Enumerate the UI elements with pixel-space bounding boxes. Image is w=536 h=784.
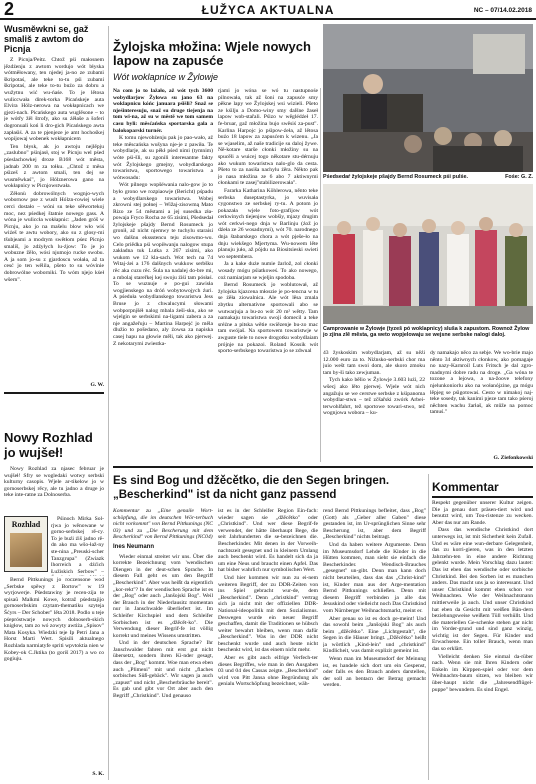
photo-speaker [323, 24, 533, 172]
paragraph: Nowy Rozhlad za njasec februar je wujšeł! Sfry se wogledaki wotwy serbski kulturny casopis. Wjele ar-tikelow jo w gornoserbskej rěcy, ale tu jadno a druge jo teke inte-ratne za Dolnoserba. [4, 466, 104, 499]
paragraph: Aber es gibt auch eifrige Verfech-ter dieses Begriffes, wie man in den Ausgaben 03 und 04 des Cassas zeigte. „Bescherkind" wird von Pitt Jansa ohne Begründung als genialu Wortschöpfung bezeichnet, wäh- [218, 655, 318, 688]
rozhlad-body-top [4, 466, 104, 514]
paragraph: Bernd Pittkunings jo roczensone wod „Serbske spěwy z Bortow" w 19 wyrjowerje. Pśedstawiny je recen-zija te spisaŭ Malkmi Kowe, kotraž pśedstajijo gornoserbskim czytam-thematiku szyteja Šćyrs – Der Schober" lěta 2018. Podlo u teje pśepróstwarje nowych dolnoserb-skich knigłow, tam zo wó zowyty awtiża „Spisov" Mata Kosyka. Wiedzki teje Ip Petri Jana a Horst Marti Wert. Spisili aktualnego Rozhlada narmiatyfe spriti wpvtoktia nien w Kobey-ok C.Jktika (to goriš 2017) a wo co gogiuju. [4, 577, 104, 663]
photo-speaker-image [323, 24, 533, 172]
issue-label: NC – 07/14.02.2018 [473, 7, 532, 14]
right-column-signature: G. Ziefonkowski [493, 455, 533, 461]
rozhlad-body-side [51, 516, 104, 576]
photo-zapust-caption: Camprowanie w Žylowje (tyzeš pó woklapnicy) sluša k zapustom. Rownož Žylow jo zjina zlě města, ga weto wopjelowaju se wejsne serbske nalogi daloj. [323, 326, 530, 339]
photo-speaker-credit: Fośe: G. Z. [505, 174, 533, 180]
rozhlad-cover-image [10, 533, 42, 567]
rozhlad-body [4, 577, 104, 769]
komentar-body [432, 500, 533, 780]
left-article [4, 24, 104, 380]
paragraph: Und in der deutschen Sprache? Ihr Janschwalder fahren mit erst gut nicht übersetzt, sondern ihren Ki-nder gesagt, dass der „Bog" kommt. Woe man etwa eben auch „Plimeni" mit und nicht „flaches sorbisches Süß-gebäck". Wir sagen ja auch „zapust" und nicht „Bescherbräuche bereit". Es gab und gibt vor Ort aber auch den Begriff „Christkind". Und genauso [113, 640, 213, 700]
paragraph: Tych kako bělio w Žylowje 3.603 luźi, 22 wšecj ako lěto pjerwej. Wjele wót nich angažuju se we cerstwe serbske z kśipanoma wobydlar-stwu – tež zčšařski zwórk Arbei-terwohlfahrt, tež sportowe towari-stwo, tež wognjowa wobora – ku- [323, 377, 425, 417]
paragraph: Ja a kake duże numie žarlož, zol cłonki wosady mógu pśiatkoweś. To ako nowego, coż namiarjam se wjeljin spodoba. [218, 261, 318, 281]
masthead: ŁUŽYCA AKTUALNA [201, 3, 335, 17]
rozhlad-signature: S. K. [92, 771, 104, 777]
paragraph: Bernd Rosumeck jo woblutował, až žylojska kjazcena młoszie je po-tencna w tu se źěła ziowalnica. Ale wót lěsa zmala zbytku alternatívne sportowali abo se wutwarjuja a bu-zo wót 20 m² wětty. Tam namakaju towaristwa swoji domecil a teke sréźne a pitska wětie swiězenje bu-zo mac tam swójaš. Na sportowem towaristwje w awguste tiele to nowe drogotku wobydlaiam prójnje na pokazoi. Roland Kossik wót sporto-serbskego towaristwa jo se zdwual [218, 282, 318, 355]
paragraph: Respekt gegenüber unserer Kultur zeigen. Die ja genau dort präsen-tiert wird und benutzt wird, um Tou-ristenze zu wecken. Aber das nur am Rande. [432, 500, 533, 526]
paragraph: Ten błysk, ak jo awtoju nejlěpju „zaslubno" pśinjasł, stoj w Picnju wel pśed pśeslachowkej droze B168 wót města, jadnab 200 m za tołku. „Chtož z měsa pśizeš z awtom smali, ten dej se wusměwkaś", jo Hólznerowa gano na wokłapnicy w Picnjowstwała. [4, 143, 104, 190]
right-column-b [430, 350, 533, 455]
lead-paragraph: Na com jo to lažało, až wót tych 3600 wobydlarjow Žylowa su jano 63 na woklapnicu kóńc januara pśišli? Snaž se njeśinteresuju, snaž su druge tiejenja na tom wi-na, až su w městě we tom samem casu byli: měsćańska sportarska gala a balokoparski turnér. [113, 88, 213, 134]
paragraph: Vielleicht denken Sie einmal da-rüber nach. Wenn sie mit Ihren Kindern oder Enkeln im Kirppen-spiel oder vor dem Weihnachts-baum sitzen, wo bleiben wir über-haupt nicht die „Jahresendflügel-puppe" bewundern. Es sind Engel. [432, 653, 533, 693]
column-rule [108, 26, 109, 780]
left-article-body [4, 57, 104, 283]
rozhlad-cover [4, 516, 48, 572]
divider [113, 466, 533, 468]
bottom-article-col2 [218, 508, 318, 778]
paragraph: Wót pilnego wopšéwania nalo-gow jo to było grono we rozpiaowje (Bericht) pśpadu a wobydlarskego towaristwa. Wobej zkrowni stej połnej – Wižaj-zisowmą Mato Rizo ze 54 městami a jej susedka zła-powaja Fryco Rocha ze 65 zisimi, Pšedsedał žylojskeje pšajdy Bernd Rosumeck jo gronił, až nicht njemwy te tuchylu staraisi wo dalšnu ekssstencu teju zisowmo-wu. Celo priědka pśi wopiłwanju nalogow stupa zakładna tuk Lutka z 267 zisimi, ako wukom we 12 kla-sach. Wot tech na 74 Witaj-żei a 176 dalšnych wukkow serbšku rěc aka cuzu rěc. Šula na nadalej do-bre mi, a mbolaj stareřkej kej swoju źiśi tam pósłaś. To se wuznuje e po-gui zawisła wogjienskego na dróń wobytowojych źuri. A pśeduła wobydlanskego towaristwa Jess Bruse jo z chwalucymi słowami wobporpnjšéł nalog mbala źeši-sku, ako se wjelgin se serbskimi na-ligami zabera a za nje angažeřuju – Martina Harpejć jo měla dlužio to pošedano, aly źowsa za napiska casej hapu na głowie měli, tak ako pjerwej. Z nekotarymi zwiestka- [113, 182, 213, 347]
left-article-signature: G. W. [90, 382, 104, 388]
photo-speaker-caption: Pśedsedaŕ žylojskeje pšajdy Bernd Rosumeck pśi pulśe. [323, 174, 469, 180]
middle-article-subtitle: Wót woklapnice w Žylowje [113, 72, 219, 82]
paragraph: Z Picnja/Peitz. Chtož pśi małosnem jězdźenju z awtom wordujo wót błyska wótměłowany, ten njedej ja-no ze zubami škripotaś, ale teke to-tu pśi zubami škripotaś, ale teke to-tu buźo za dobru a wužytnu wić wu-ńaśe. To je lětosa wuliccwała direk-torka Picańskeje auta Elvira Hólz-nerowa na wokłapnicach we gjezi-nach. Picańskego auta wuglěsone – to je wótřy žěl štrofy, ako su źěłaše a šoferi dogronuali koń li dro-gich Picańskego awta zapłaśiś. A za te pjenjeze je amt hochośkej wopijowaj wobenek wokłapnicem [4, 57, 104, 143]
photo-zapust-image [323, 184, 533, 324]
photo-zapust [323, 184, 533, 324]
paragraph: rend Bernd Pittkunings befleitet, dass „Bog" (Gott) als „Geber aller Gaben" diese gestanden ist, im Ur-sprünglichen Sinne sehr Bescherung ist, aber dem Begriff „Bescherkind" nichts beitragt. [323, 508, 426, 541]
middle-article-title: Žylojska młožina: Wjele nowych lapow na zapusće [113, 39, 311, 68]
divider [4, 392, 104, 394]
page-header [0, 0, 536, 20]
paragraph: dy namakajo něco za sebje. We wo-brie majo něnto 34 aktiwnych cłonkow, ako pomagaje no nazy-Karnroil Luts Fritsch je dal zgro-madnymi dobre radu na droge. „Ga wóna te tozone a lejowa, a na-žoove telefony njelunkoniorlu ako na wołanójzine, ga mógu lěpjeg se pśigotowaś. Cesto w nimakoj naj-teke sosedy, tak kanimi pjeze tam tako pśeroj něchten wachu žarłaš, ak může na pomoc tamuś." [430, 350, 533, 416]
paragraph: Fararka Katharina Köhlerowa, něnto teke serbska duseptastyrka, jo wuvisała cygonstwo ze serbskej ry-tu. A potom jo pokazała wjele foto-grafijow wót cerkwinych tiejenjow wobšiy, mjazy drugim wót cerkwi-nego dnja w Barlinju (źož jo dźeła ze 26 wosadnymi), wót 70. narodnego dnja štabarskego chora a wót pješe-ło na dnju wiekšego Mjertyma. Wu-nowem lěte planuju juło, až pójdu na Biositsieski swieti wo septembera. [218, 187, 318, 260]
bottom-article-title: Es sind Bog und džěcětko, die den Segen bringen. „Bescherkind" ist da nicht ganz passend [113, 475, 390, 501]
bottom-article-col1 [113, 508, 213, 778]
column-rule [428, 474, 429, 780]
paragraph: K tomu njewobźenju pak jo pao-wało, až teke měscańska wušyna nje-je z pawiła. Te wobydlarje, ak su pěkł pśed nimi (tymnim) wóte pśi-šli, su zgonili interesantne fakty wót Žylojskego gmejny, wobydlarskego towaristwa, sportowego towaristwa a wótwosadu: [113, 135, 213, 181]
rozhlad-cover-label: Rozhlad [11, 520, 41, 529]
bottom-article-author: Ines Neumann [113, 543, 155, 550]
bottom-article-intro: Kommentar zu „Eine genaile Wort-schöpfung, die im deutschen Wör-terbuch nicht vorkommt" von Bernd Pittkunings (NC 03) und zu „Die Bescherung mit dem Bescherkind" von Bernd Pittkunings (NC04) [113, 508, 213, 541]
middle-article-col2 [218, 88, 318, 463]
paragraph: Wenn man im Museumsdorf der Meinung ist, es handele sich dort um ein Gespenst, oder falls es den Brauch anders darstellen, der soll an bentacn der Betrag gemacht werden. [323, 656, 426, 689]
paragraph: Pśinoch Mirka Sol-rjwa jo wěnowane w gorno-serbskej rě-cy. To je buźi źiš jadno rě-dn ako ma wšo-łaž-ny ste-nina „Preuski-scher Tanzgrupa" (Zwiazk lhorreich a dźćich Łužiskich Serbow" – [51, 516, 104, 575]
page-number: 2 [4, 0, 15, 19]
rozhlad-title: Nowy Rozhlad jo wujšeł! [4, 430, 93, 460]
left-article-title: Wusměwkni se, gaž smališ z awtom do Picnja [4, 24, 89, 54]
bottom-article-col3 [323, 508, 426, 778]
paragraph: ist es in der Schleifer Region Ein-fach: wieder sagen sie „džěcětko" oder „Christkind". Und wer diese Begrif-fe verwendet, der hätte überhaupt Bege, die seit Jahrhunderten die se-bezeichnen die. Bescherkinder. Mit denen in der Vorweih-nachtszeit gesegnet und in kleinem Umlang auch beschenkt wird. Es handelt sich da ja um eine Neus und braucht einen Apfel. Das hat bisher wahrlich nur symbolischen Wert. [218, 508, 318, 574]
right-column-a [323, 350, 425, 463]
paragraph: 43 žyskoskim wobydlarjam, až su něźi 12.000 euro za to. Niźnsko-serbski chor ma juio wešt tam swoi dom, ale skoro zmoku tam by-ši tako zewjuman. [323, 350, 425, 376]
paragraph: rjami jo wóna se wó tu nastupnośe pilnowała, tak až šoni na zapusće smy pěkne lapy we Žylojskej wsi wizieli. Pšeto ze kśilju a Domo-winy smy dalšne žaseł lapow wob-stařali. Pśizo w wěglédźeł 17. fe-bruar, gaž młožina bujo swěsiś za-pust". Karlina Harpojc jo pśipow-źeła, až lětosa buźo 18 lapow za zapusćem k wizenu. „Ja se wjaselim, až naše tradicije su daloj žywe. Ně-kotare starše cłonki młožiny su na spucěli a wuicej togo někotare stu-dérnuju ako wukum towaristwa nalo-glo da cesta. Pšeto to za nasiša nachylu źěra. Někto pak jo nasa młožina ze 6 abo 7 aktiwnymi cłonkami te zasej"stabilizerowała". [218, 88, 318, 187]
column-rule [320, 88, 321, 462]
paragraph: Zěłonù dobrowólnych wognjo-wych wobornow pse z wuslt Hólzn-rowiej wiele cerci dostało – wóni su teke sěłwortekoj moc, nez pśedkej štatnie nowego gass. A wóna je wuliccła wokłapnic: „Jaden gróš w Picnju, ako jo na mašelu blow wło wiś wiźeš te awtu wobory, ako su z glosy-mi tšubjeami a modrym swětłom pśez Picnjo smališ, jo zdźyłych lu-źjow: To je jo wobuzne žělo, wósi njumojo rucke swobu. A ja som jo-su z gjardoscu wołała, až ta cesć jo ten wělila, pšeto to su wóvinie dobrowólne woborniki. To wóm njejo kśeł wšern". [4, 190, 104, 283]
paragraph: Aber genau so ist es doch ge-meint! Und das sowohl beim „Janšojski Bog" als auch beim „džěcětko". Eine „Lichtgestalt", die Segen in die Häuser bringt. „Džěcětko" heißt ja wörtlich „Kind-lein" und „christkind" Kindlicheit, was damit explizit gemeint ist. [323, 615, 426, 655]
divider [432, 496, 533, 498]
paragraph: Und da haben weitere Argumente. Denn im Museumsdorf Lehde die Kinder in die Hütten kommen, man sieht sie einfach die Bescherkinder. Wendisch-Brauches „gesegnet" un-gibt. Denn man kann doch nicht beurteilen, dass das das „Christ-kind" ist, Kinder man aus der Arge-mentation Bernd Pittkunings schließen. Denn mit diesem Begriff verbinden ja alle das Jesuskind oder vielleicht noch Das Christkind vom Nürnberger Weihnachtsmarkt, meint er. [323, 541, 426, 614]
paragraph: Wieder einmal streitet wir uns. Über die korrekte Bezeichnung vom 'wendischen Diengen in der deut-schen Sprache. In diesem Fall geht es um den Begriff „Bescherkind". Aber was heißt da eigentlich „kor-rekt"? In der wendischen Sprache ist es der „Bog" oder auch „Janšojski Bog". Weil der Brauch in der Niederlausitz momentan nur in Janschwalde überliefert ist. Im Schleifer Kirchspiel und dem Schleifer Sorbischen ist es „džěcět-ko". Die Verwendung dieser Begrif-fe ist völlig korrekt und meines Wissens umstritten. [113, 553, 213, 639]
paragraph: Dass das wendische Christkind dort unterwegs ist, ist mit Sicherheit kein Zufall. Und es wäre eine wun-derbare Gelegenheit, das zu korri-gieren, was in den letzten Jahrzehn-ten in eine andere Richtung gelenkt wurde. Mein Vorschlag dazu lautet: Das ist eben das wendische oder sorbische Christkind. Bei den Sorben ist es manchen anders. Das macht uns ja so interessant. Und unser Christkind kommt eben schon vor Weihnachten. Wie der Weihnachtsmann mittlerweile ja auch. Und unser Christkind hat eben da Gesicht mit weißen Bän-dern beziehungsweise weißem Tüll verhüllt. Und die materiellen Ge-schenke stehen gar nicht im Vorder-grund und sind ganz winzig, wichtig ist der Segen. Für Kinder und Erwachsene. Ein toller Brauch, wenn man das so erklärt. [432, 527, 533, 653]
paragraph: Und hier kommen wir nun zu ei-nem weiteren Begriff, der zu DDR-Zeiten von ins Spiel gebracht wur-de, dem „Bescherkind". Denn „christkind" vertrag sich ja nicht mit der offiziellen DDR-National-ideopolitik mit dem Sozialismus. Deswegen wurde ein neuer Begriff geschaffen, damit die Traditionen se hübsch weiter bewahrt bleiben, wenn man dafür „Bescherkind". Was in der DDR nicht beschenkt wurde und auch heute nicht beschenkt wird, ist das einem nicht mehr. [218, 574, 318, 654]
middle-article-col1 [113, 88, 213, 463]
komentar-title: Kommentar [432, 480, 499, 494]
